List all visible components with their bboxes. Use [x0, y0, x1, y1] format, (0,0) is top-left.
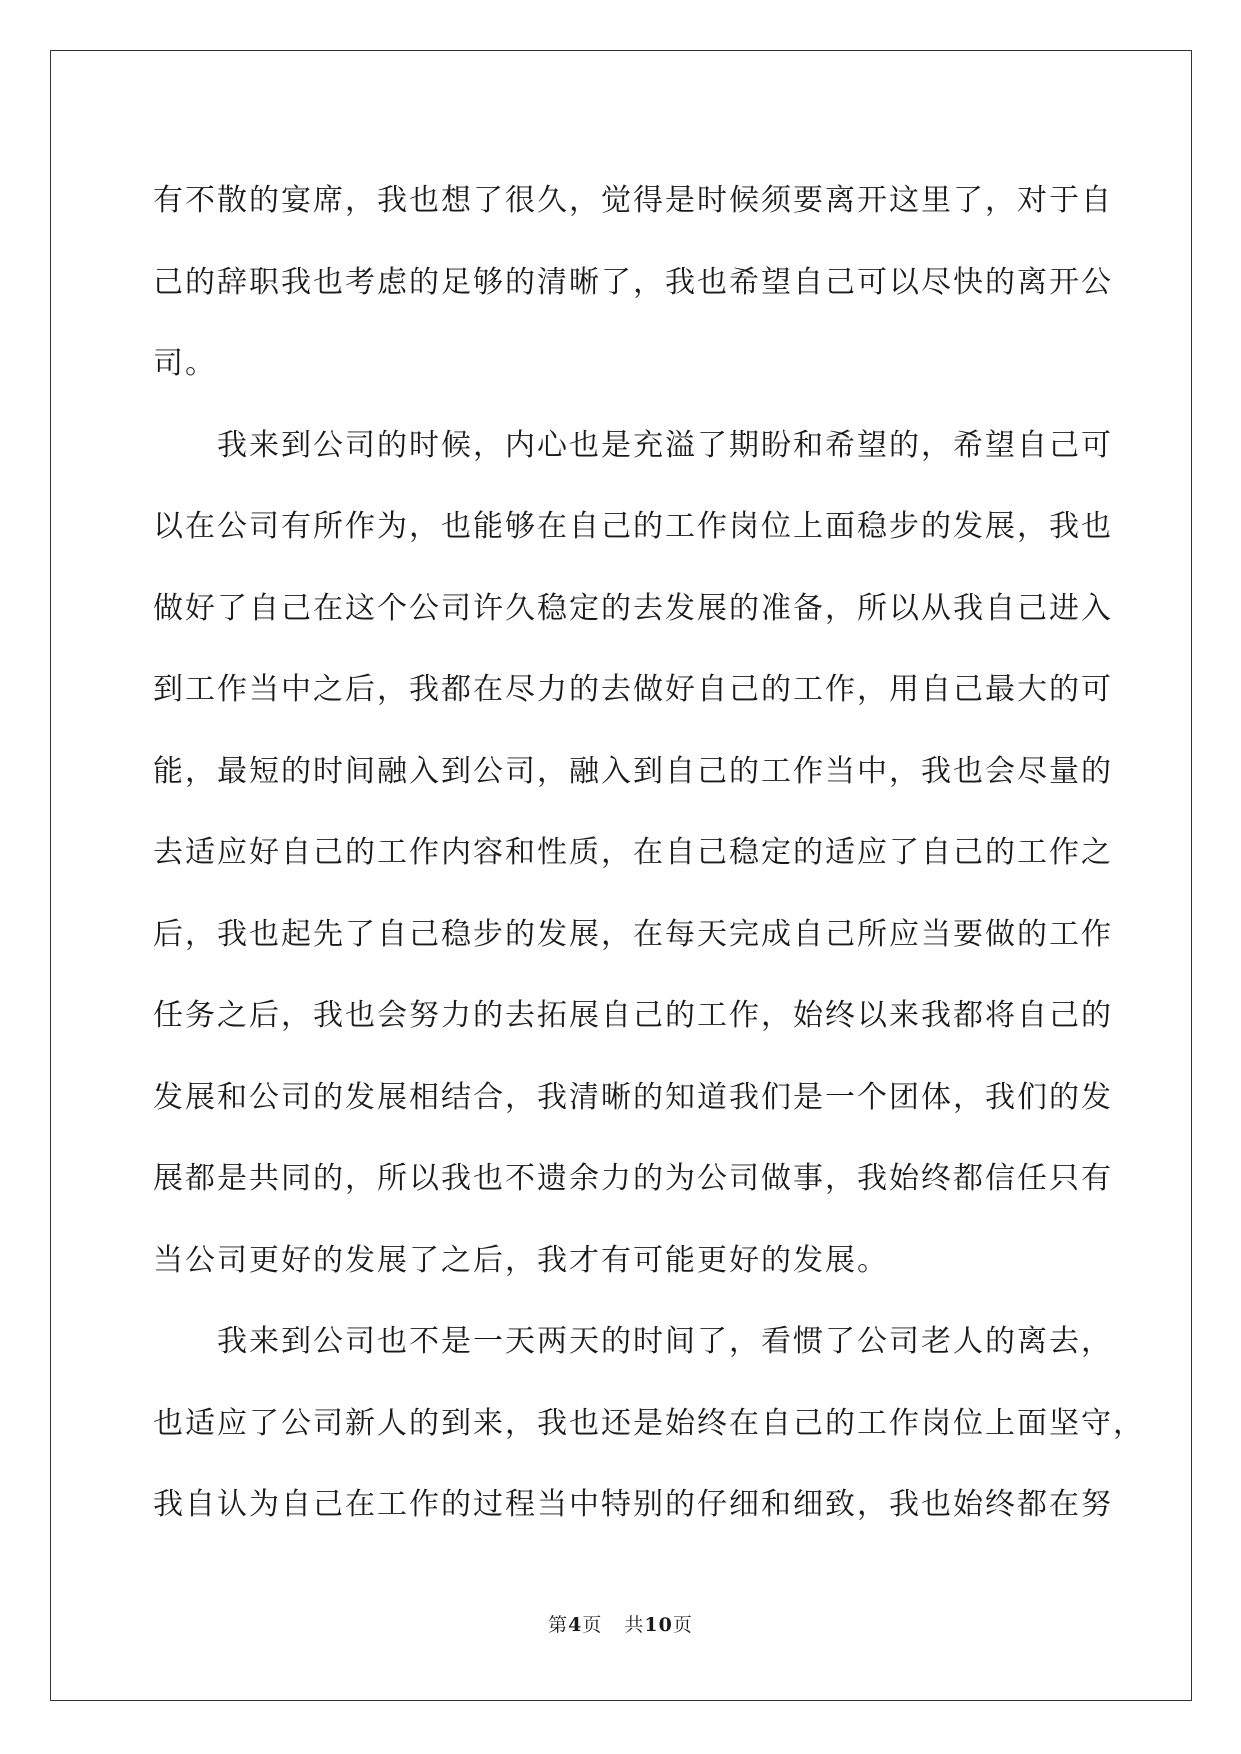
document-body	[153, 160, 1145, 1546]
text-line-3: 司。	[153, 346, 217, 381]
text-line-1: 有不散的宴席，我也想了很久，觉得是时候须要离开这里了，对于自	[153, 183, 1113, 218]
text-line-8: 能，最短的时间融入到公司，融入到自己的工作当中，我也会尽量的	[153, 753, 1113, 789]
text-line-11: 任务之后，我也会努力的去拓展自己的工作，始终以来我都将自己的	[153, 998, 1113, 1033]
page-footer	[0, 1610, 1241, 1637]
text-line-7: 到工作当中之后，我都在尽力的去做好自己的工作，用自己最大的可	[153, 672, 1113, 707]
text-line-15: 我来到公司也不是一天两天的时间了，看惯了公司老人的离去，	[217, 1324, 1113, 1359]
text-line-16: 也适应了公司新人的到来，我也还是始终在自己的工作岗位上面坚守，	[153, 1405, 1145, 1441]
text-line-2: 己的辞职我也考虑的足够的清晰了，我也希望自己可以尽快的离开公	[153, 264, 1113, 300]
total-page-count: 10	[644, 1614, 673, 1636]
text-line-4: 我来到公司的时候，内心也是充溢了期盼和希望的，希望自己可	[217, 427, 1113, 463]
current-page-number: 4	[568, 1614, 583, 1636]
text-line-10: 后，我也起先了自己稳步的发展，在每天完成自己所应当要做的工作	[153, 916, 1113, 952]
text-line-14: 当公司更好的发展了之后，我才有可能更好的发展。	[153, 1242, 889, 1278]
footer-total-prefix: 共	[624, 1614, 645, 1636]
text-line-5: 以在公司有所作为，也能够在自己的工作岗位上面稳步的发展，我也	[153, 509, 1113, 544]
text-line-6: 做好了自己在这个公司许久稳定的去发展的准备，所以从我自己进入	[153, 590, 1113, 626]
footer-prefix: 第	[548, 1614, 569, 1636]
text-line-12: 发展和公司的发展相结合，我清晰的知道我们是一个团体，我们的发	[153, 1079, 1113, 1115]
footer-total-suffix: 页	[672, 1614, 693, 1636]
text-line-9: 去适应好自己的工作内容和性质，在自己稳定的适应了自己的工作之	[153, 835, 1113, 870]
text-line-13: 展都是共同的，所以我也不遗余力的为公司做事，我始终都信任只有	[153, 1161, 1113, 1196]
footer-page-suffix: 页	[582, 1614, 603, 1636]
text-line-17: 我自认为自己在工作的过程当中特别的仔细和细致，我也始终都在努	[153, 1487, 1113, 1522]
